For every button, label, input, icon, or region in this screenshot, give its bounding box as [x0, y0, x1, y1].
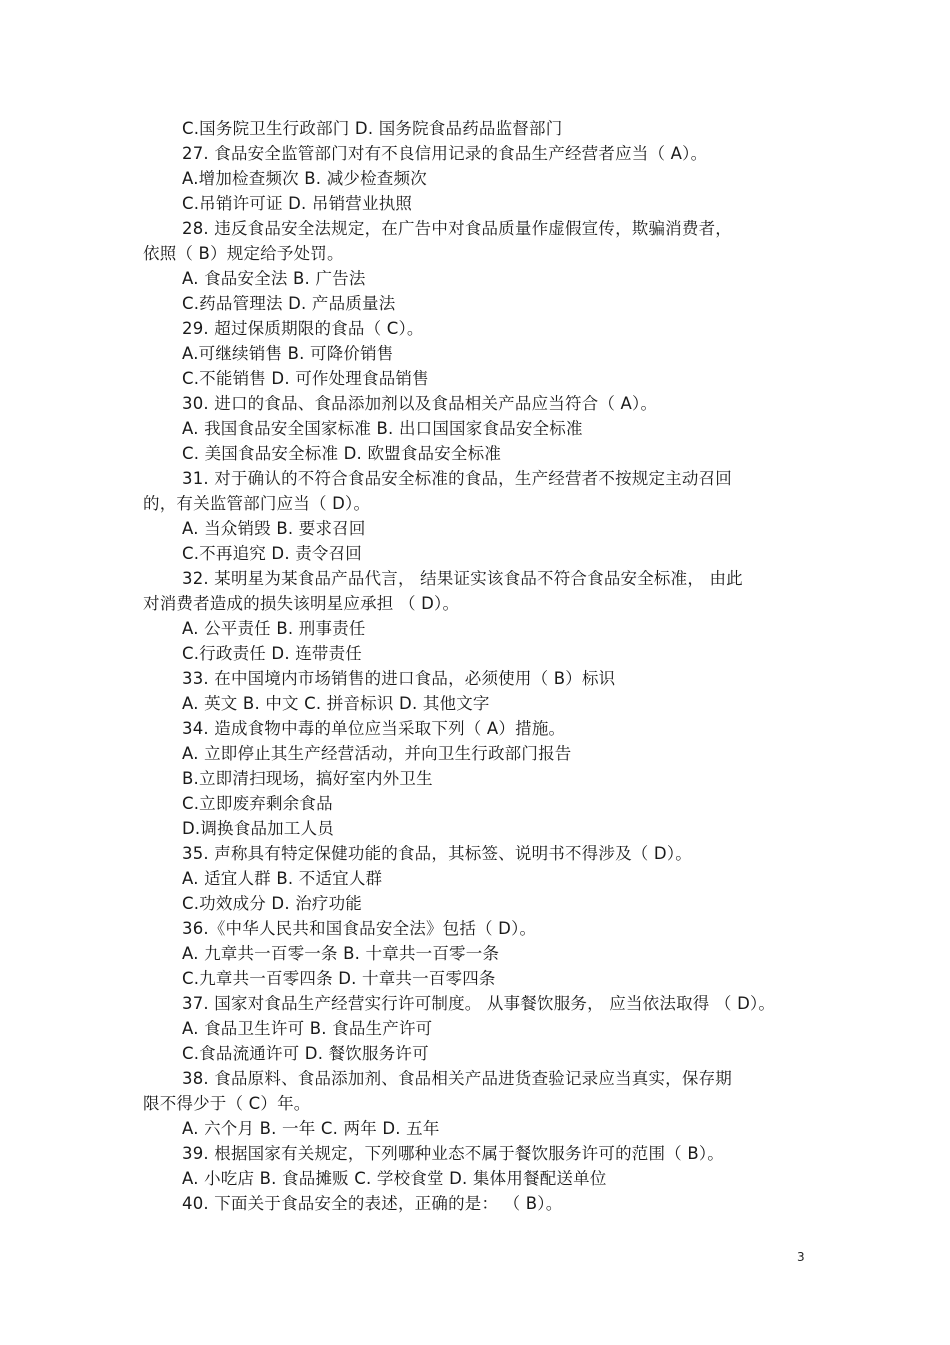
- text-line: 37. 国家对食品生产经营实行许可制度。 从事餐饮服务， 应当依法取得 （ D）。: [182, 994, 776, 1013]
- text-line: A.增加检查频次 B. 减少检查频次: [182, 169, 427, 188]
- text-line: 36.《中华人民共和国食品安全法》包括（ D）。: [182, 919, 537, 938]
- text-line: A. 我国食品安全国家标准 B. 出口国国家食品安全标准: [182, 419, 583, 438]
- text-line: 对消费者造成的损失该明星应承担 （ D）。: [143, 594, 460, 613]
- text-line: 29. 超过保质期限的食品（ C）。: [182, 319, 424, 338]
- text-line: A. 六个月 B. 一年 C. 两年 D. 五年: [182, 1119, 440, 1138]
- text-line: C. 美国食品安全标准 D. 欧盟食品安全标准: [182, 444, 502, 463]
- text-line: A. 公平责任 B. 刑事责任: [182, 619, 366, 638]
- text-line: A. 立即停止其生产经营活动，并向卫生行政部门报告: [182, 744, 572, 763]
- text-line: D.调换食品加工人员: [182, 819, 334, 838]
- text-line: A. 适宜人群 B. 不适宜人群: [182, 869, 383, 888]
- text-line: A.可继续销售 B. 可降价销售: [182, 344, 394, 363]
- text-line: C.功效成分 D. 治疗功能: [182, 894, 363, 913]
- text-line: 39. 根据国家有关规定，下列哪种业态不属于餐饮服务许可的范围（ B）。: [182, 1144, 724, 1163]
- text-line: 35. 声称具有特定保健功能的食品，其标签、说明书不得涉及（ D）。: [182, 844, 692, 863]
- text-line: C.不再追究 D. 责令召回: [182, 544, 363, 563]
- text-line: 的，有关监管部门应当（ D）。: [143, 494, 371, 513]
- text-line: 31. 对于确认的不符合食品安全标准的食品，生产经营者不按规定主动召回: [182, 469, 732, 488]
- text-line: C.行政责任 D. 连带责任: [182, 644, 363, 663]
- page-number: 3: [797, 1250, 805, 1264]
- text-line: A. 食品安全法 B. 广告法: [182, 269, 366, 288]
- text-line: 30. 进口的食品、食品添加剂以及食品相关产品应当符合（ A）。: [182, 394, 658, 413]
- text-line: C.立即废弃剩余食品: [182, 794, 333, 813]
- text-line: 限不得少于（ C）年。: [143, 1094, 311, 1113]
- text-line: 40. 下面关于食品安全的表述，正确的是： （ B）。: [182, 1194, 563, 1213]
- text-line: 38. 食品原料、食品添加剂、食品相关产品进货查验记录应当真实，保存期: [182, 1069, 732, 1088]
- text-line: 依照（ B）规定给予处罚。: [143, 244, 344, 263]
- text-line: C.九章共一百零四条 D. 十章共一百零四条: [182, 969, 496, 988]
- text-line: C.食品流通许可 D. 餐饮服务许可: [182, 1044, 429, 1063]
- text-line: 32. 某明星为某食品产品代言， 结果证实该食品不符合食品安全标准， 由此: [182, 569, 743, 588]
- text-line: A. 小吃店 B. 食品摊贩 C. 学校食堂 D. 集体用餐配送单位: [182, 1169, 607, 1188]
- text-line: C.吊销许可证 D. 吊销营业执照: [182, 194, 413, 213]
- text-line: 27. 食品安全监管部门对有不良信用记录的食品生产经营者应当（ A）。: [182, 144, 708, 163]
- text-line: C.国务院卫生行政部门 D. 国务院食品药品监督部门: [182, 119, 563, 138]
- text-line: C.药品管理法 D. 产品质量法: [182, 294, 396, 313]
- text-line: A. 食品卫生许可 B. 食品生产许可: [182, 1019, 433, 1038]
- text-line: B.立即清扫现场，搞好室内外卫生: [182, 769, 433, 788]
- text-line: C.不能销售 D. 可作处理食品销售: [182, 369, 429, 388]
- text-line: A. 英文 B. 中文 C. 拼音标识 D. 其他文字: [182, 694, 490, 713]
- text-line: A. 当众销毁 B. 要求召回: [182, 519, 366, 538]
- question-text-block: [0, 116, 950, 1216]
- text-line: A. 九章共一百零一条 B. 十章共一百零一条: [182, 944, 500, 963]
- text-line: 28. 违反食品安全法规定，在广告中对食品质量作虚假宣传，欺骗消费者，: [182, 219, 732, 238]
- text-line: 34. 造成食物中毒的单位应当采取下列（ A）措施。: [182, 719, 566, 738]
- text-line: 33. 在中国境内市场销售的进口食品，必须使用（ B）标识: [182, 669, 616, 688]
